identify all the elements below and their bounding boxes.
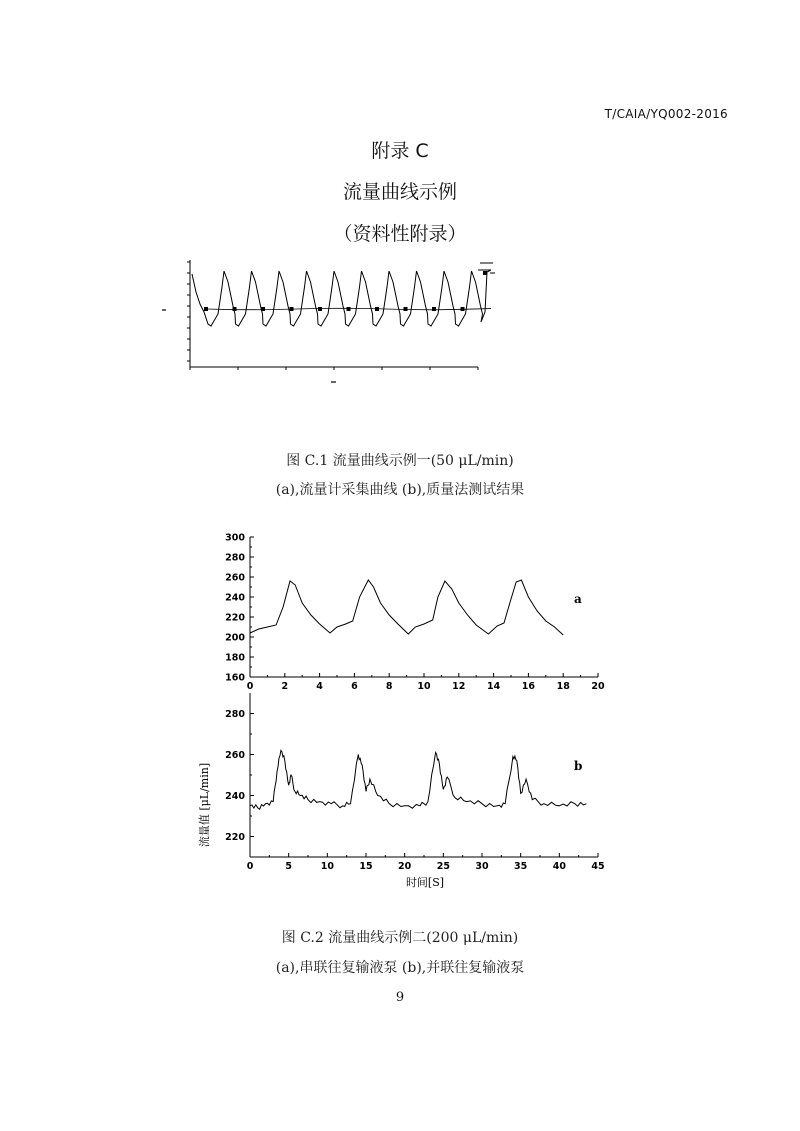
- y-tick-label: 180: [225, 652, 245, 664]
- appendix-subtitle: （资料性附录）: [333, 223, 467, 245]
- figure-c2-caption: 图 C.2 流量曲线示例二(200 μL/min): [281, 930, 519, 946]
- x-tick-label: 10: [320, 861, 334, 872]
- figure-c2-xlabel: 时间[S]: [405, 876, 445, 889]
- x-tick-label: 10: [417, 681, 431, 692]
- c1-gravimetric-marker: [233, 307, 237, 311]
- y-tick-label: 240: [225, 592, 245, 604]
- c1-flowmeter-line: [192, 270, 491, 326]
- appendix-title: 流量曲线示例: [342, 181, 457, 203]
- figure-c1-subcaption: (a),流量计采集曲线 (b),质量法测试结果: [275, 482, 525, 498]
- y-tick-label: 240: [225, 791, 245, 802]
- x-tick-label: 6: [351, 681, 358, 692]
- panel-a-series-line: [250, 580, 563, 635]
- x-tick-label: 16: [521, 681, 536, 692]
- x-tick-label: 35: [514, 861, 528, 872]
- figure-c2-panel-a: [225, 533, 605, 693]
- x-tick-label: 14: [486, 681, 501, 692]
- x-tick-label: 15: [359, 861, 373, 872]
- x-tick-label: 5: [285, 861, 292, 872]
- c1-gravimetric-marker: [432, 307, 436, 311]
- c1-gravimetric-marker: [204, 307, 208, 311]
- x-tick-label: 40: [552, 861, 566, 872]
- x-tick-label: 12: [452, 681, 466, 692]
- y-tick-label: 160: [225, 672, 245, 684]
- x-tick-label: 0: [246, 861, 254, 872]
- x-tick-label: 20: [398, 861, 412, 872]
- y-tick-label: 260: [225, 750, 245, 761]
- y-tick-label: 280: [225, 709, 245, 720]
- figure-c1-chart: [150, 252, 510, 392]
- document-code: T/CAIA/YQ002-2016: [604, 107, 728, 121]
- c1-legend-marker: [483, 271, 487, 275]
- x-tick-label: 20: [591, 681, 605, 692]
- appendix-label: 附录 C: [371, 140, 429, 162]
- panel-a-label: a: [574, 592, 582, 606]
- c1-gravimetric-marker: [375, 307, 379, 311]
- x-tick-label: 18: [556, 681, 570, 692]
- y-tick-label: 200: [225, 632, 245, 644]
- y-tick-label: 300: [225, 532, 245, 544]
- figure-c2-chart: [190, 525, 620, 895]
- c1-gravimetric-marker: [261, 307, 265, 311]
- c1-gravimetric-marker: [290, 307, 294, 311]
- figure-c1-plot: [162, 260, 495, 382]
- y-tick-label: 280: [225, 552, 245, 564]
- x-tick-label: 25: [436, 861, 450, 872]
- x-tick-label: 4: [316, 681, 323, 692]
- x-tick-label: 30: [475, 861, 489, 872]
- panel-b-series-line: [250, 750, 586, 809]
- c1-gravimetric-marker: [461, 307, 465, 311]
- panel-b-label: b: [574, 759, 583, 773]
- c1-gravimetric-marker: [318, 307, 322, 311]
- figure-c2-ylabel: 流量值 [μL/min]: [198, 762, 211, 848]
- y-tick-label: 260: [225, 572, 245, 584]
- y-tick-label: 220: [225, 832, 245, 843]
- figure-c2-subcaption: (a),串联往复输液泵 (b),并联往复输液泵: [275, 960, 525, 976]
- figure-c1-caption: 图 C.1 流量曲线示例一(50 μL/min): [286, 453, 514, 469]
- x-tick-label: 8: [385, 681, 393, 692]
- page-number: 9: [395, 990, 405, 1005]
- x-tick-label: 0: [246, 681, 254, 692]
- figure-c2-panel-b: [225, 693, 604, 872]
- c1-gravimetric-marker: [347, 307, 351, 311]
- c1-gravimetric-marker: [404, 307, 408, 311]
- x-tick-label: 2: [281, 681, 289, 692]
- y-tick-label: 220: [225, 612, 245, 624]
- x-tick-label: 45: [591, 861, 605, 872]
